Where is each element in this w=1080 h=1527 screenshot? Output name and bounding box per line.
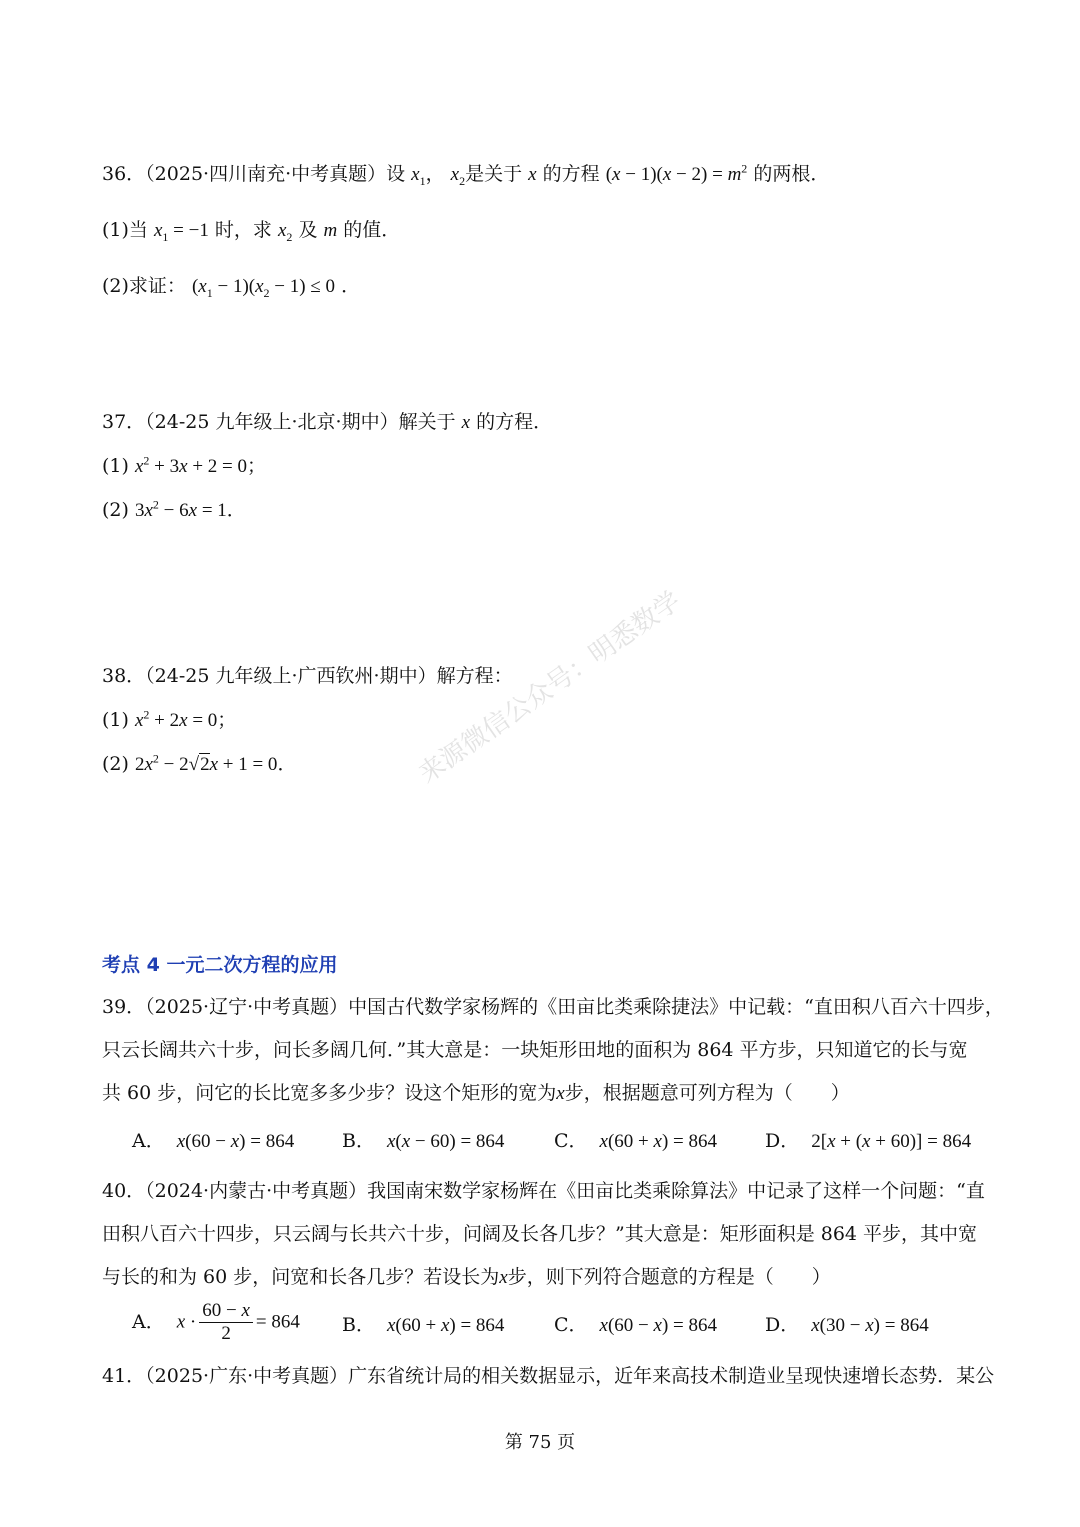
- section-heading: 考点 4 一元二次方程的应用: [102, 954, 338, 976]
- q36-part1: (1)当 $x_1 = -1$ 时，求 $x_2$ 及 m 的值．: [102, 219, 401, 244]
- q39-option-c[interactable]: C． x(60 + x) = 864: [554, 1130, 718, 1152]
- q39-option-a[interactable]: A． x(60 − x) = 864: [132, 1130, 295, 1152]
- q40-option-d[interactable]: D． x(30 − x) = 864: [765, 1314, 929, 1336]
- q36-part2: (2)求证： $(x_1 - 1)(x_2 - 1) \le 0$ ．: [102, 275, 361, 300]
- q39-line3: 共 60 步，问它的长比宽多多少步？设这个矩形的宽为x步，根据题意可列方程为（ ）: [102, 1082, 850, 1104]
- q40-option-b[interactable]: B． x(60 + x) = 864: [342, 1314, 505, 1336]
- q38-part1: (1) $x^2 + 2x = 0$；: [102, 707, 237, 731]
- q39-option-d[interactable]: D． 2[x + (x + 60)] = 864: [765, 1130, 972, 1152]
- q40-line3: 与长的和为 60 步，问宽和长各几步？若设长为x步，则下列符合题意的方程是（ ）: [102, 1266, 831, 1288]
- q37-part2: (2) $3x^2 - 6x = 1$．: [102, 497, 246, 521]
- q39-line1: 39．（2025·辽宁·中考真题）中国古代数学家杨辉的《田亩比类乘除捷法》中记载：“直田积八百六十四步，: [102, 996, 1004, 1018]
- q37-part1: (1) $x^2 + 3x + 2 = 0$；: [102, 453, 267, 477]
- watermark: 来源微信公众号：明悉数学: [413, 585, 687, 790]
- q40-line2: 田积八百六十四步，只云阔与长共六十步，问阔及长各几步？”其大意是：矩形面积是 864 平步，其中宽: [102, 1223, 978, 1245]
- q36-stem: 36．（2025·四川南充·中考真题）设 $x_1$， $x_2$是关于 x 的方程 $(x - 1)(x - 2) = m^2$ 的两根．: [102, 161, 830, 188]
- q39-option-b[interactable]: B． x(x − 60) = 864: [342, 1130, 505, 1152]
- page-number: 第 75 页: [504, 1432, 576, 1453]
- q39-line2: 只云长阔共六十步，问长多阔几何．”其大意是：一块矩形田地的面积为 864 平方步，只知道它的长与宽: [102, 1039, 968, 1061]
- q40-line1: 40．（2024·内蒙古·中考真题）我国南宋数学家杨辉在《田亩比类乘除算法》中记录了这样一个问题：“直: [102, 1180, 985, 1202]
- q41-line1: 41．（2025·广东·中考真题）广东省统计局的相关数据显示，近年来高技术制造业呈现快速增长态势．某公: [102, 1365, 995, 1387]
- q40-option-a[interactable]: A． x · $\frac{60 - x}{2}$ = 864: [132, 1300, 300, 1344]
- q40-option-c[interactable]: C． x(60 − x) = 864: [554, 1314, 718, 1336]
- q38-part2: (2) $2x^2 - 2√2x + 1 = 0$．: [102, 751, 297, 775]
- q37-stem: 37．（24-25 九年级上·北京·期中）解关于 x 的方程．: [102, 411, 553, 433]
- q38-stem: 38．（24-25 九年级上·广西钦州·期中）解方程：: [102, 665, 513, 687]
